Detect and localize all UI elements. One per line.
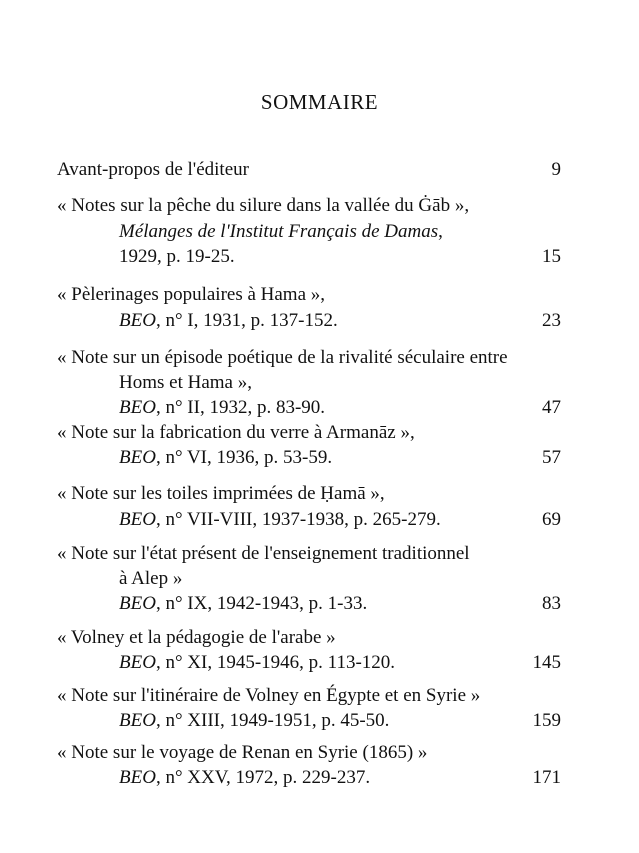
entry-source [119, 396, 325, 420]
entry-citation: 1929, p. 19-25. [119, 246, 235, 267]
journal-name: BEO [119, 652, 156, 673]
entry-title: « Note sur un épisode poétique de la rivalité séculaire entre [57, 347, 508, 368]
page-number: 57 [542, 447, 561, 468]
entry-citation: , n° II, 1932, p. 83-90. [155, 397, 326, 418]
page-number: 83 [542, 593, 561, 614]
entry-title: « Note sur les toiles imprimées de Ḥamā », [57, 483, 385, 504]
entry-title: « Volney et la pédagogie de l'arabe » [57, 627, 336, 648]
page-number: 23 [542, 310, 561, 331]
journal-name: BEO [119, 593, 156, 614]
entry-title: « Pèlerinages populaires à Hama », [57, 284, 326, 305]
entry-title: Avant-propos de l'éditeur [57, 159, 249, 180]
entry-citation: , n° XXV, 1972, p. 229-237. [155, 767, 371, 788]
journal-name: BEO [119, 509, 156, 530]
journal-name: BEO [119, 710, 156, 731]
entry-citation: , n° VII-VIII, 1937-1938, p. 265-279. [155, 509, 441, 530]
entry-citation: , n° XI, 1945-1946, p. 113-120. [155, 652, 396, 673]
journal-name: BEO [119, 397, 156, 418]
entry-citation: , n° VI, 1936, p. 53-59. [155, 447, 333, 468]
page-number: 69 [542, 509, 561, 530]
page-number: 47 [542, 397, 561, 418]
page-number: 159 [532, 710, 561, 731]
entry-title-continued: à Alep » [119, 568, 183, 589]
entry-source [119, 309, 338, 333]
entry-title-continued: Homs et Hama », [119, 372, 252, 393]
entry-source [119, 592, 367, 616]
journal-suffix: , [438, 221, 443, 242]
entry-title: « Note sur le voyage de Renan en Syrie (1865) » [57, 742, 428, 763]
entry-source [119, 220, 443, 244]
journal-name: BEO [119, 767, 156, 788]
entry-citation: , n° I, 1931, p. 137-152. [155, 310, 338, 331]
journal-name: Mélanges de l'Institut Français de Damas [119, 221, 439, 242]
entry-citation: , n° XIII, 1949-1951, p. 45-50. [155, 710, 390, 731]
journal-name: BEO [119, 447, 156, 468]
entry-title: « Note sur l'état présent de l'enseignement traditionnel [57, 543, 470, 564]
entry-citation: , n° IX, 1942-1943, p. 1-33. [155, 593, 368, 614]
page-number: 171 [532, 767, 561, 788]
entry-source [119, 446, 332, 470]
entry-title: « Note sur la fabrication du verre à Armanāz », [57, 422, 415, 443]
entry-source [119, 651, 395, 675]
page-title: SOMMAIRE [260, 90, 379, 114]
page-number: 15 [542, 246, 561, 267]
entry-source [119, 766, 370, 790]
entry-title: « Notes sur la pêche du silure dans la vallée du Ġāb », [57, 195, 470, 216]
entry-source [119, 709, 389, 733]
journal-name: BEO [119, 310, 156, 331]
entry-title: « Note sur l'itinéraire de Volney en Égypte et en Syrie » [57, 685, 481, 706]
page-number: 9 [551, 159, 561, 180]
page-number: 145 [532, 652, 561, 673]
entry-source [119, 508, 441, 532]
